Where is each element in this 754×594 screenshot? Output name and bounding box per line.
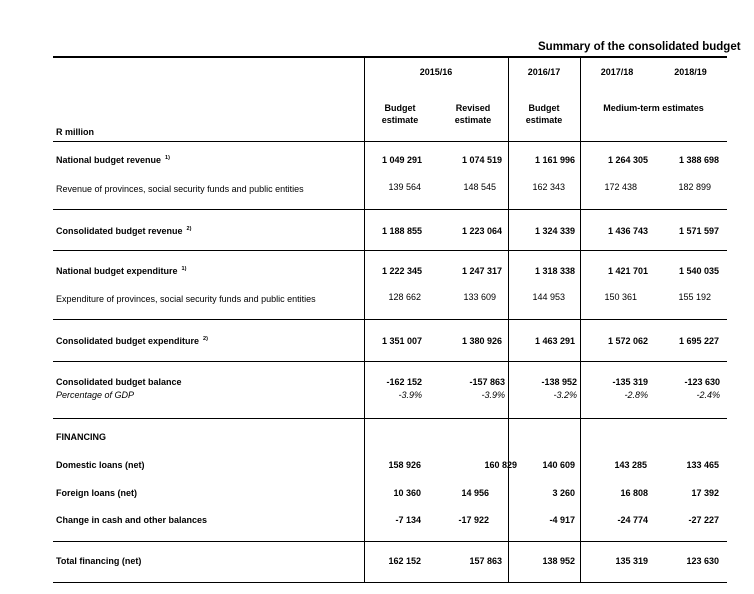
cell: -162 152	[386, 377, 422, 387]
label-national-expenditure: National budget expenditure $^{1)}$	[56, 266, 187, 276]
cell: 1 695 227	[678, 336, 719, 346]
cell: 1 380 926	[461, 336, 502, 346]
sub-budget-estimate: Budget estimate	[381, 103, 419, 125]
label-pct-gdp: Percentage of GDP	[56, 390, 135, 400]
cell: -24 774	[617, 515, 648, 525]
row-rule-2	[53, 250, 727, 251]
cell: 139 564	[388, 182, 421, 192]
sub-revised-estimate: Revised estimate	[454, 103, 492, 125]
cell: 138 952	[542, 556, 575, 566]
cell: 1 571 597	[678, 226, 719, 236]
label-provinces-expenditure: Expenditure of provinces, social security funds and public entities	[56, 294, 316, 304]
label-balance: Consolidated budget balance	[56, 377, 182, 387]
cell: 1 324 339	[534, 226, 575, 236]
cell: 1 351 007	[381, 336, 422, 346]
col-divider-3	[580, 56, 581, 582]
label-provinces-revenue: Revenue of provinces, social security funds and public entities	[56, 184, 304, 194]
label-total-financing: Total financing (net)	[56, 556, 142, 566]
cell: 144 953	[532, 292, 565, 302]
label-consolidated-expenditure: Consolidated budget expenditure $^{2)}$	[56, 336, 208, 346]
cell: 123 630	[686, 556, 719, 566]
cell: 17 392	[691, 488, 719, 498]
cell: 1 161 996	[534, 155, 575, 165]
cell: 133 609	[463, 292, 496, 302]
row-rule-6	[53, 541, 727, 542]
cell: 155 192	[678, 292, 711, 302]
top-rule	[53, 56, 727, 58]
cell: -3.9%	[481, 390, 505, 400]
bottom-rule	[53, 582, 727, 583]
cell: 148 545	[463, 182, 496, 192]
table-title: Summary of the consolidated budget	[538, 41, 741, 53]
cell: 140 609	[542, 460, 575, 470]
sub-budget-estimate-2016: Budget estimate	[525, 103, 563, 125]
cell: 162 152	[388, 556, 421, 566]
label-domestic-loans: Domestic loans (net)	[56, 460, 145, 470]
cell: 3 260	[552, 488, 575, 498]
cell: 16 808	[620, 488, 648, 498]
cell: -2.4%	[696, 390, 720, 400]
year-2018-19: 2018/19	[674, 67, 707, 77]
cell: 1 463 291	[534, 336, 575, 346]
cell: 157 863	[469, 556, 502, 566]
cell: -7 134	[395, 515, 421, 525]
cell: -3.9%	[398, 390, 422, 400]
cell: 1 049 291	[381, 155, 422, 165]
label-national-revenue: National budget revenue $^{1)}$	[56, 155, 170, 165]
cell: 182 899	[678, 182, 711, 192]
cell: -2.8%	[624, 390, 648, 400]
label-consolidated-revenue: Consolidated budget revenue $^{2)}$	[56, 226, 192, 236]
cell: 1 540 035	[678, 266, 719, 276]
label-cash-balances: Change in cash and other balances	[56, 515, 208, 525]
label-financing: FINANCING	[56, 432, 106, 442]
cell: 14 956	[461, 488, 489, 498]
cell: 1 247 317	[461, 266, 502, 276]
cell: -123 630	[684, 377, 720, 387]
cell: -157 863	[469, 377, 505, 387]
cell: 1 318 338	[534, 266, 575, 276]
cell: -135 319	[612, 377, 648, 387]
year-2015-16: 2015/16	[419, 67, 453, 77]
cell: 160 829	[484, 460, 517, 470]
cell: 1 074 519	[461, 155, 502, 165]
year-2017-18: 2017/18	[600, 67, 634, 77]
row-rule-4	[53, 361, 727, 362]
unit-label: R million	[56, 127, 94, 137]
col-divider-2	[508, 56, 509, 582]
row-rule-5	[53, 418, 727, 419]
row-rule-1	[53, 209, 727, 210]
cell: 162 343	[532, 182, 565, 192]
cell: 1 436 743	[607, 226, 648, 236]
cell: 1 188 855	[381, 226, 422, 236]
cell: 1 223 064	[461, 226, 502, 236]
row-rule-3	[53, 319, 727, 320]
cell: 1 222 345	[381, 266, 422, 276]
cell: -138 952	[541, 377, 577, 387]
cell: 1 572 062	[607, 336, 648, 346]
header-rule	[53, 141, 727, 142]
cell: 133 465	[686, 460, 719, 470]
cell: -3.2%	[553, 390, 577, 400]
cell: -27 227	[688, 515, 719, 525]
cell: 1 264 305	[607, 155, 648, 165]
cell: 135 319	[615, 556, 648, 566]
cell: 150 361	[604, 292, 637, 302]
cell: 1 421 701	[607, 266, 648, 276]
sub-medium-term: Medium-term estimates	[603, 103, 704, 113]
cell: -4 917	[549, 515, 575, 525]
cell: 10 360	[393, 488, 421, 498]
cell: 143 285	[614, 460, 647, 470]
cell: 172 438	[604, 182, 637, 192]
year-2016-17: 2016/17	[527, 67, 561, 77]
cell: 158 926	[388, 460, 421, 470]
label-foreign-loans: Foreign loans (net)	[56, 488, 137, 498]
cell: 1 388 698	[678, 155, 719, 165]
col-divider-1	[364, 56, 365, 582]
cell: 128 662	[388, 292, 421, 302]
cell: -17 922	[458, 515, 489, 525]
